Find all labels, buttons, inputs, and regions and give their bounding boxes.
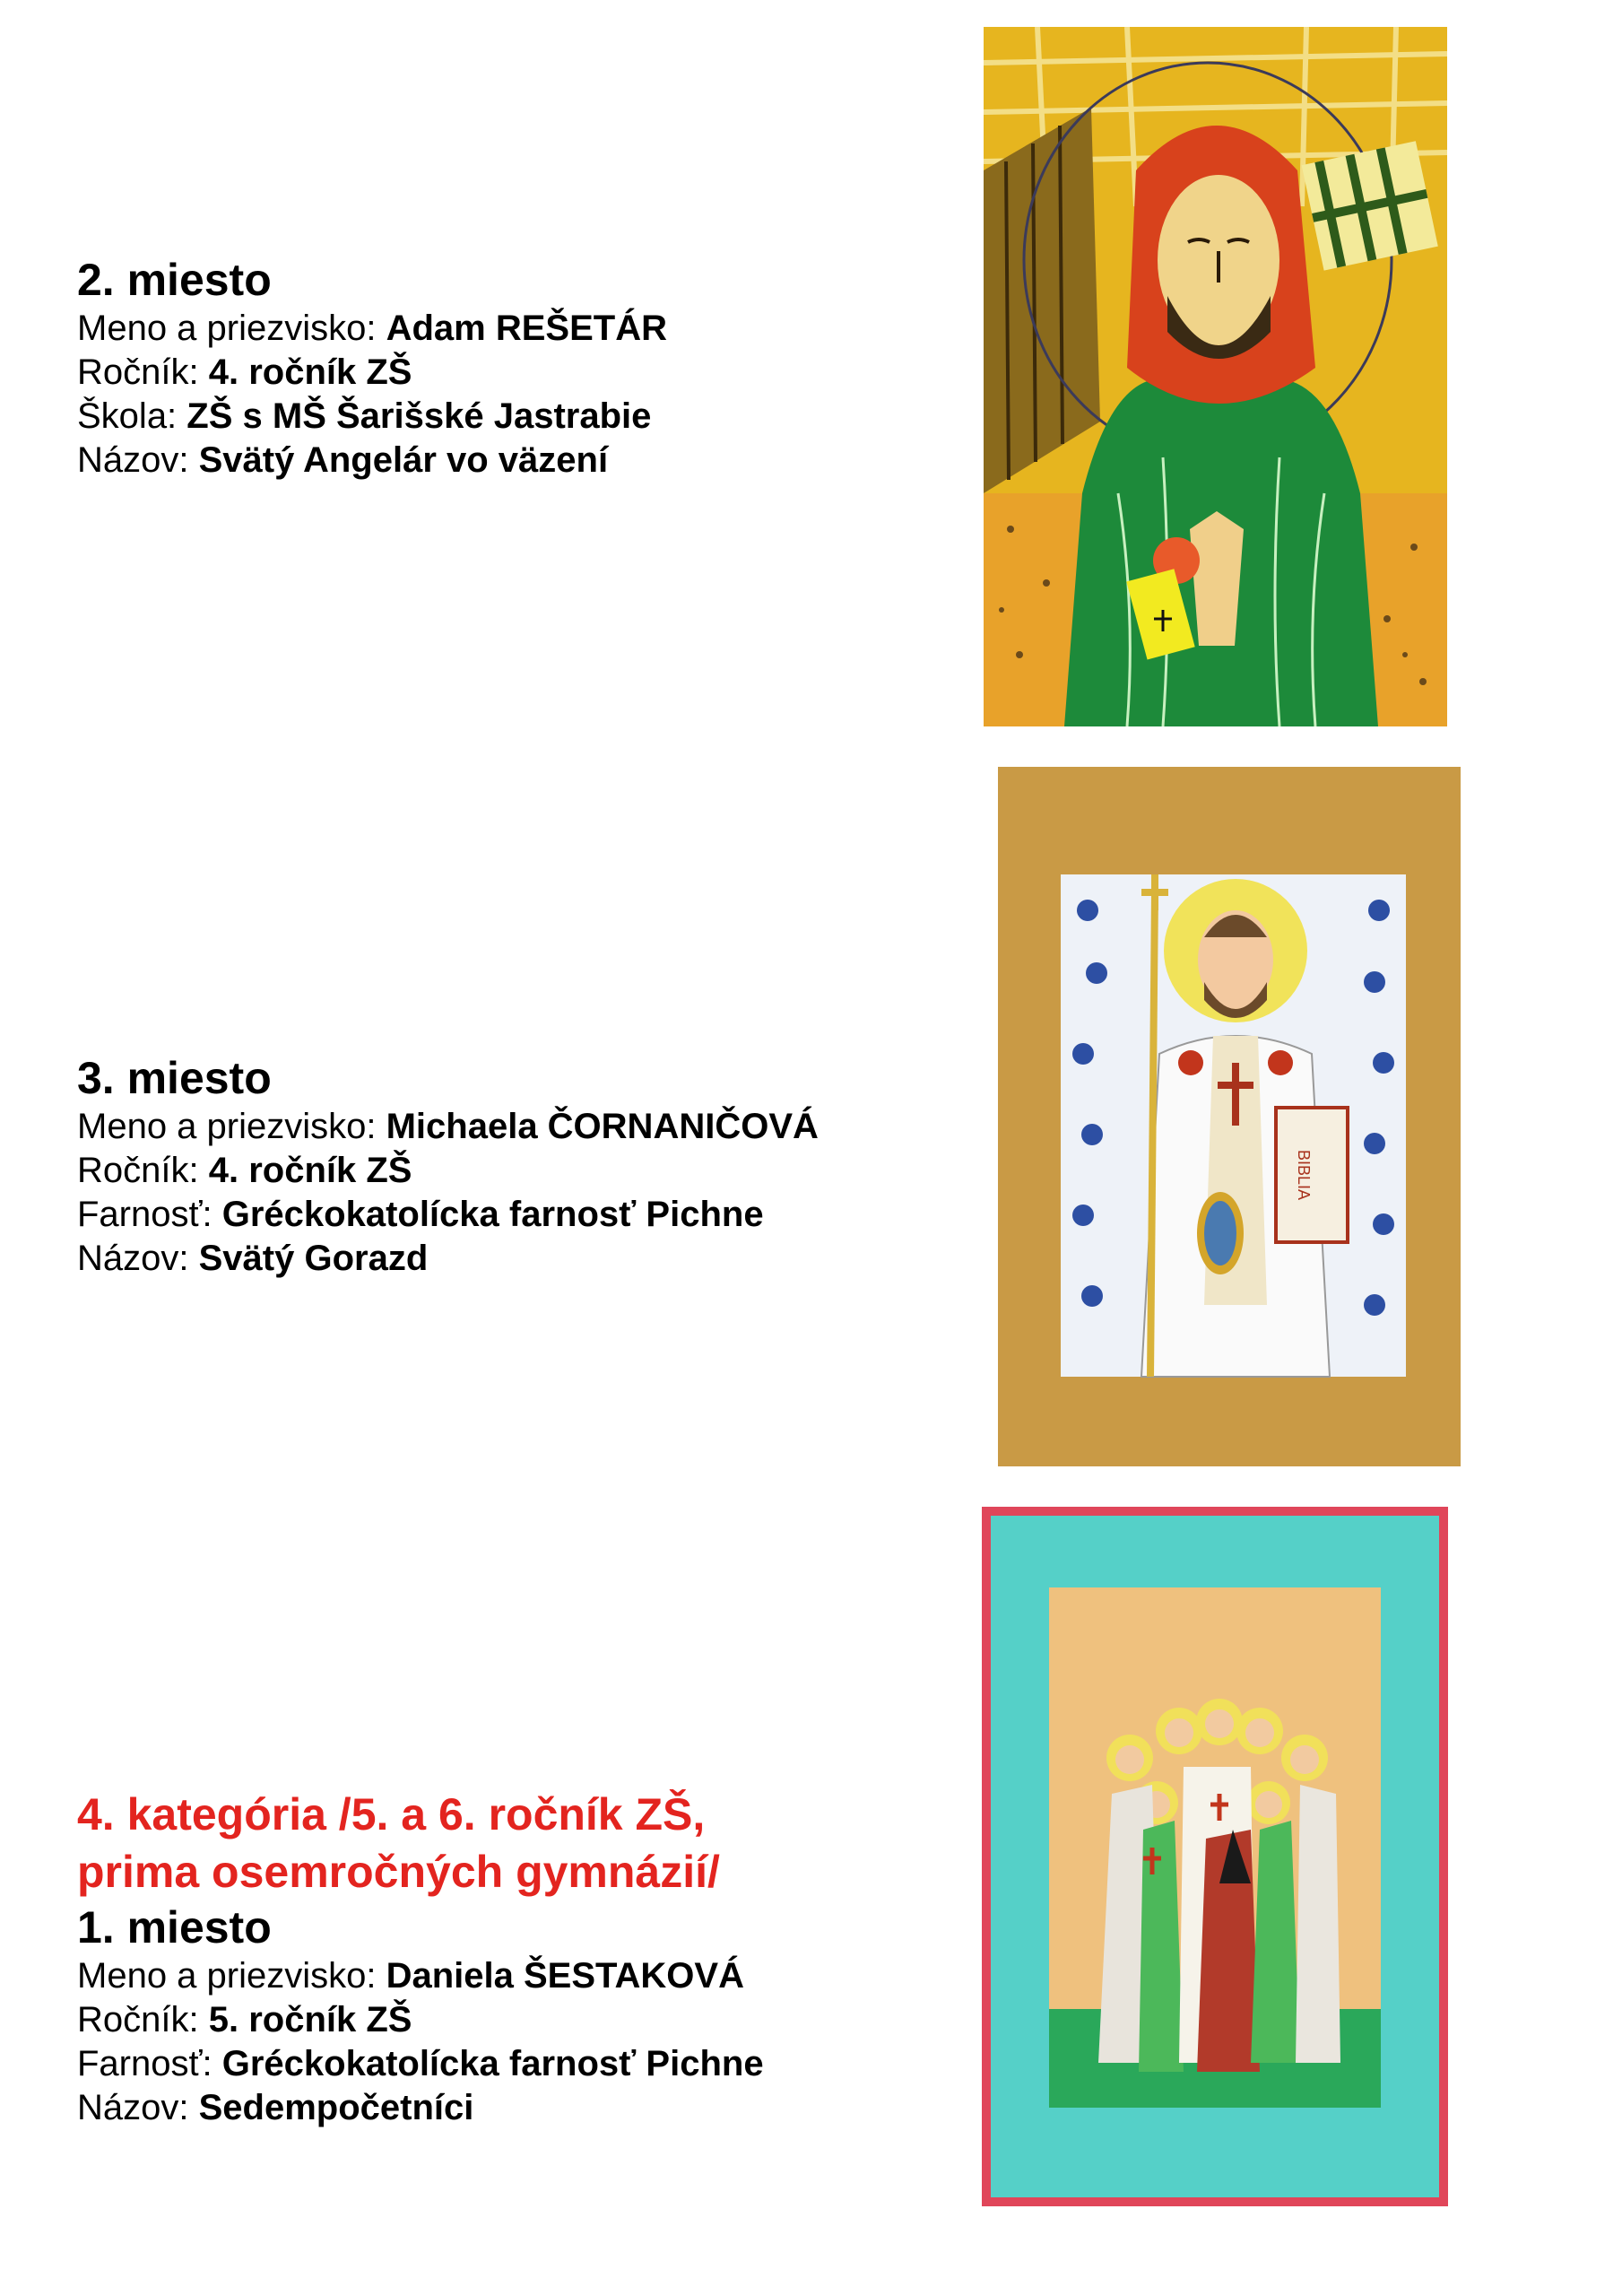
saint-gorazd-icon-drawing-icon: [998, 767, 1461, 1466]
entry-category-4-1st-place: [77, 1786, 938, 2130]
entry-2nd-place: [77, 253, 938, 483]
parish-field: Farnosť: Gréckokatolícka farnosť Pichne: [77, 1195, 764, 1234]
name-field: Meno a priezvisko: Daniela ŠESTAKOVÁ: [77, 1956, 744, 1996]
saint-in-prison-drawing-icon: [984, 27, 1447, 726]
place-heading: 2. miesto: [77, 255, 272, 305]
title-field: Názov: Svätý Gorazd: [77, 1239, 429, 1278]
title-field: Názov: Svätý Angelár vo väzení: [77, 440, 609, 480]
name-field: Meno a priezvisko: Adam REŠETÁR: [77, 309, 667, 348]
parish-field: Farnosť: Gréckokatolícka farnosť Pichne: [77, 2044, 764, 2083]
category-heading-line1: 4. kategória /5. a 6. ročník ZŠ,: [77, 1789, 706, 1839]
school-field: Škola: ZŠ s MŠ Šarišské Jastrabie: [77, 396, 652, 436]
seven-saints-drawing-icon: [982, 1507, 1448, 2206]
category-heading-line2: prima osemročných gymnázií/: [77, 1847, 720, 1897]
place-heading: 3. miesto: [77, 1053, 272, 1103]
grade-field: Ročník: 5. ročník ZŠ: [77, 2000, 412, 2039]
entry-3rd-place: [77, 1051, 938, 1281]
book-inscription: BIBLIA: [1295, 1149, 1313, 1201]
grade-field: Ročník: 4. ročník ZŠ: [77, 1151, 412, 1190]
place-heading: 1. miesto: [77, 1902, 272, 1952]
title-field: Názov: Sedempočetníci: [77, 2088, 474, 2127]
grade-field: Ročník: 4. ročník ZŠ: [77, 352, 412, 392]
name-field: Meno a priezvisko: Michaela ČORNANIČOVÁ: [77, 1107, 819, 1146]
